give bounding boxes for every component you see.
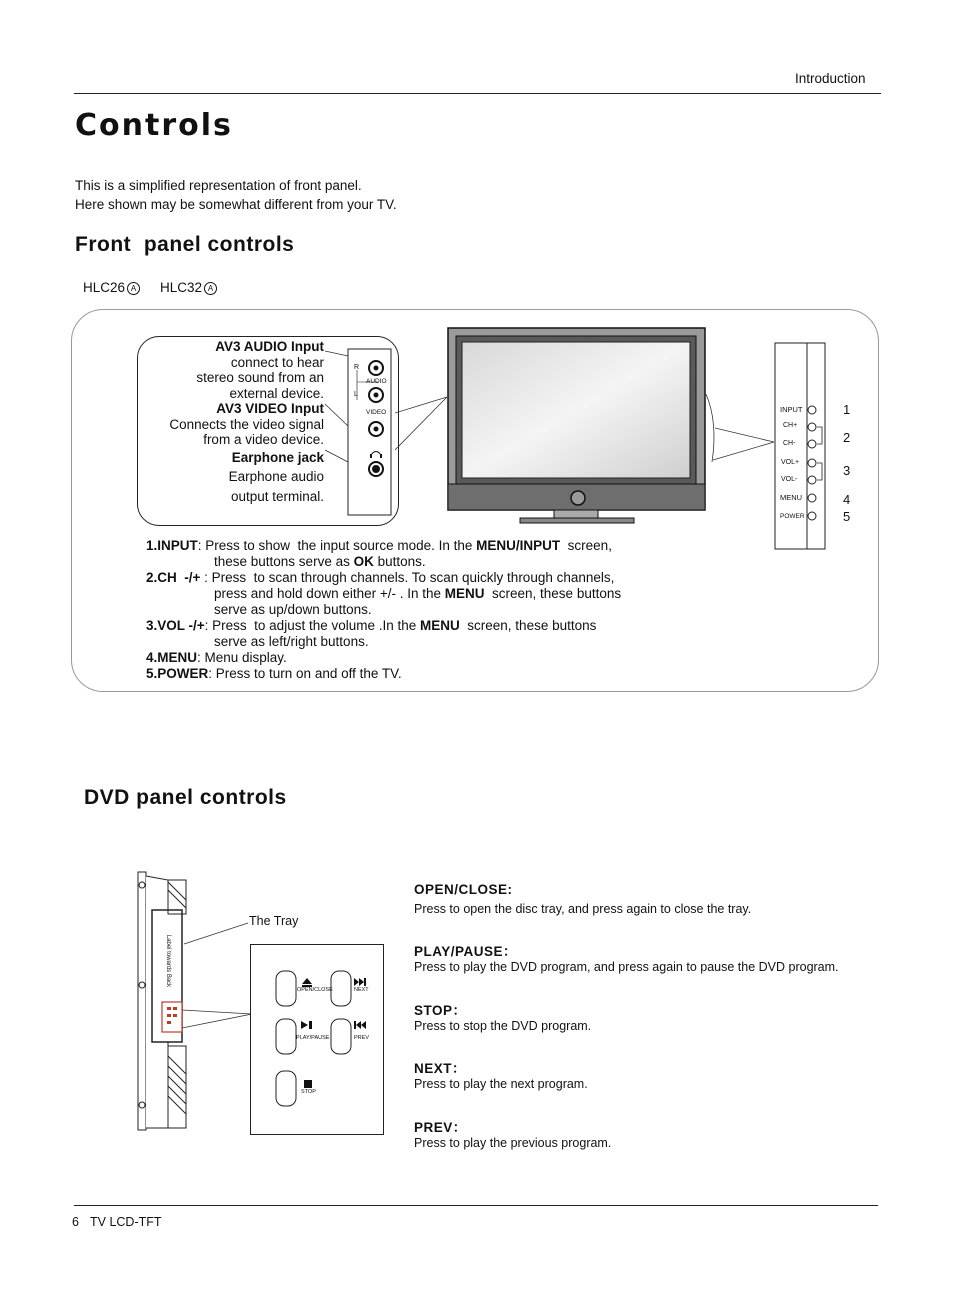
jack-panel (320, 340, 400, 520)
desc-open-text: Press to open the disc tray, and press again to close the tray. (414, 902, 752, 916)
ch-cont-2: screen, these buttons (484, 586, 622, 601)
input-cont-bold: OK (353, 554, 374, 569)
dvd-btn-label-play: PLAY/PAUSE (296, 1035, 330, 1041)
jack-label-r: R (354, 364, 360, 371)
dvd-side-text: Label towards Back (165, 934, 171, 988)
input-cont-2: buttons. (373, 554, 426, 569)
intro-line-1: This is a simplified representation of front panel. (75, 178, 362, 193)
dvd-panel-title: DVD panel controls (84, 786, 287, 809)
stop-icon (304, 1080, 312, 1088)
dvd-side-illustration (128, 866, 258, 1136)
input-text-1: : Press to show the input source mode. In the (197, 538, 477, 553)
power-key: 5.POWER (146, 666, 209, 681)
ear-title: Earphone jack (231, 449, 324, 465)
play-pause-icon (301, 1021, 312, 1029)
video-jack (369, 422, 383, 436)
side-label-menu: MENU (780, 493, 803, 502)
menu-key: 4.MENU (146, 650, 198, 665)
menu-text: : Menu display. (197, 650, 287, 665)
model-hlc26 (83, 280, 140, 295)
control-item-vol-cont: serve as left/right buttons. (214, 634, 369, 649)
desc-next-title: NEXT： (414, 1061, 467, 1076)
power-text: : Press to turn on and off the TV. (208, 666, 402, 681)
desc-next-text: Press to play the next program. (414, 1077, 588, 1091)
desc-stop-title: STOP： (414, 1003, 467, 1018)
model-hlc32 (160, 280, 217, 295)
desc-open-title: OPEN/CLOSE: (414, 882, 513, 897)
side-number-5: 5 (843, 509, 851, 524)
control-item-ch-cont-2: serve as up/down buttons. (214, 602, 372, 617)
control-item-input-cont (214, 554, 426, 570)
earphone-jack (369, 462, 383, 476)
model-hlc32-mark: A (204, 282, 217, 295)
input-text-2: screen, (560, 538, 612, 553)
input-cont-1: these buttons serve as (214, 554, 354, 569)
model-hlc32-label: HLC32 (160, 280, 203, 295)
desc-stop-text: Press to stop the DVD program. (414, 1019, 592, 1033)
header-section: Introduction (795, 71, 866, 86)
side-label-power: POWER (780, 513, 805, 520)
jack-label-video: VIDEO (366, 409, 387, 416)
vol-key: 3.VOL -/+ (146, 618, 205, 633)
footer-rule (74, 1205, 878, 1206)
model-hlc26-label: HLC26 (83, 280, 126, 295)
side-button-panel (770, 340, 830, 552)
dvd-btn-label-prev: PREV (354, 1035, 369, 1041)
video-line-1: Connects the video signal (169, 416, 324, 432)
dvd-btn-label-stop: STOP (301, 1089, 316, 1095)
audio-r-jack (369, 361, 383, 375)
side-number-1: 1 (843, 402, 851, 417)
jack-label-audio: AUDIO (366, 378, 387, 385)
footer-label: TV LCD-TFT (90, 1215, 162, 1229)
desc-play-title: PLAY/PAUSE： (414, 944, 518, 959)
ch-text: : Press to scan through channels. To scan quickly through channels, (200, 570, 615, 585)
eject-icon (302, 978, 312, 987)
callout-audio (169, 339, 324, 504)
desc-prev-title: PREV： (414, 1120, 467, 1135)
audio-l-jack (369, 388, 383, 402)
tray-label: The Tray (249, 914, 299, 928)
audio-line-3: external device. (229, 385, 324, 401)
side-label-ch-minus: CH- (783, 440, 796, 447)
vol-text-2: screen, these buttons (459, 618, 597, 633)
prev-icon (354, 1021, 366, 1029)
desc-prev-text: Press to play the previous program. (414, 1136, 612, 1150)
control-item-menu (146, 650, 287, 666)
ear-line-2: output terminal. (230, 488, 324, 504)
input-key: 1.INPUT (146, 538, 198, 553)
dvd-btn-label-open: OPEN/CLOSE (297, 987, 333, 993)
ear-line-1: Earphone audio (228, 469, 324, 484)
page-title: Controls (75, 108, 233, 143)
vol-text-1: : Press to adjust the volume .In the (204, 618, 421, 633)
side-label-vol-plus: VOL+ (781, 459, 800, 466)
jack-label-l: L (354, 391, 358, 398)
front-panel-title: Front panel controls (75, 233, 295, 256)
audio-title: AV3 AUDIO Input (215, 339, 324, 354)
dvd-btn-label-next: NEXT (354, 987, 369, 993)
side-label-input: INPUT (780, 405, 803, 414)
control-item-power (146, 666, 402, 682)
control-item-input (146, 538, 612, 554)
desc-play-text: Press to play the DVD program, and press again to pause the DVD program. (414, 960, 839, 974)
vol-bold-1: MENU (420, 618, 460, 633)
model-hlc26-mark: A (127, 282, 140, 295)
ch-key: 2.CH -/+ (146, 570, 201, 585)
video-title: AV3 VIDEO Input (216, 401, 324, 416)
header-rule (74, 93, 881, 94)
control-item-ch (146, 570, 614, 586)
control-item-ch-cont-1 (214, 586, 621, 602)
side-label-vol-minus: VOL- (781, 476, 798, 483)
tv-illustration (440, 322, 780, 532)
ch-cont-bold: MENU (444, 586, 485, 601)
next-icon (354, 978, 366, 986)
side-number-2: 2 (843, 430, 851, 445)
audio-line-1: connect to hear (230, 354, 324, 370)
side-number-3: 3 (843, 463, 851, 478)
footer-page-number: 6 (72, 1215, 79, 1229)
intro-line-2: Here shown may be somewhat different from your TV. (75, 197, 397, 212)
control-item-vol (146, 618, 596, 634)
input-bold-1: MENU/INPUT (476, 538, 561, 553)
ch-cont-1: press and hold down either +/- . In the (214, 586, 445, 601)
side-label-ch-plus: CH+ (783, 422, 798, 429)
audio-line-2: stereo sound from an (196, 370, 324, 385)
video-line-2: from a video device. (203, 432, 324, 447)
side-number-4: 4 (843, 492, 851, 507)
